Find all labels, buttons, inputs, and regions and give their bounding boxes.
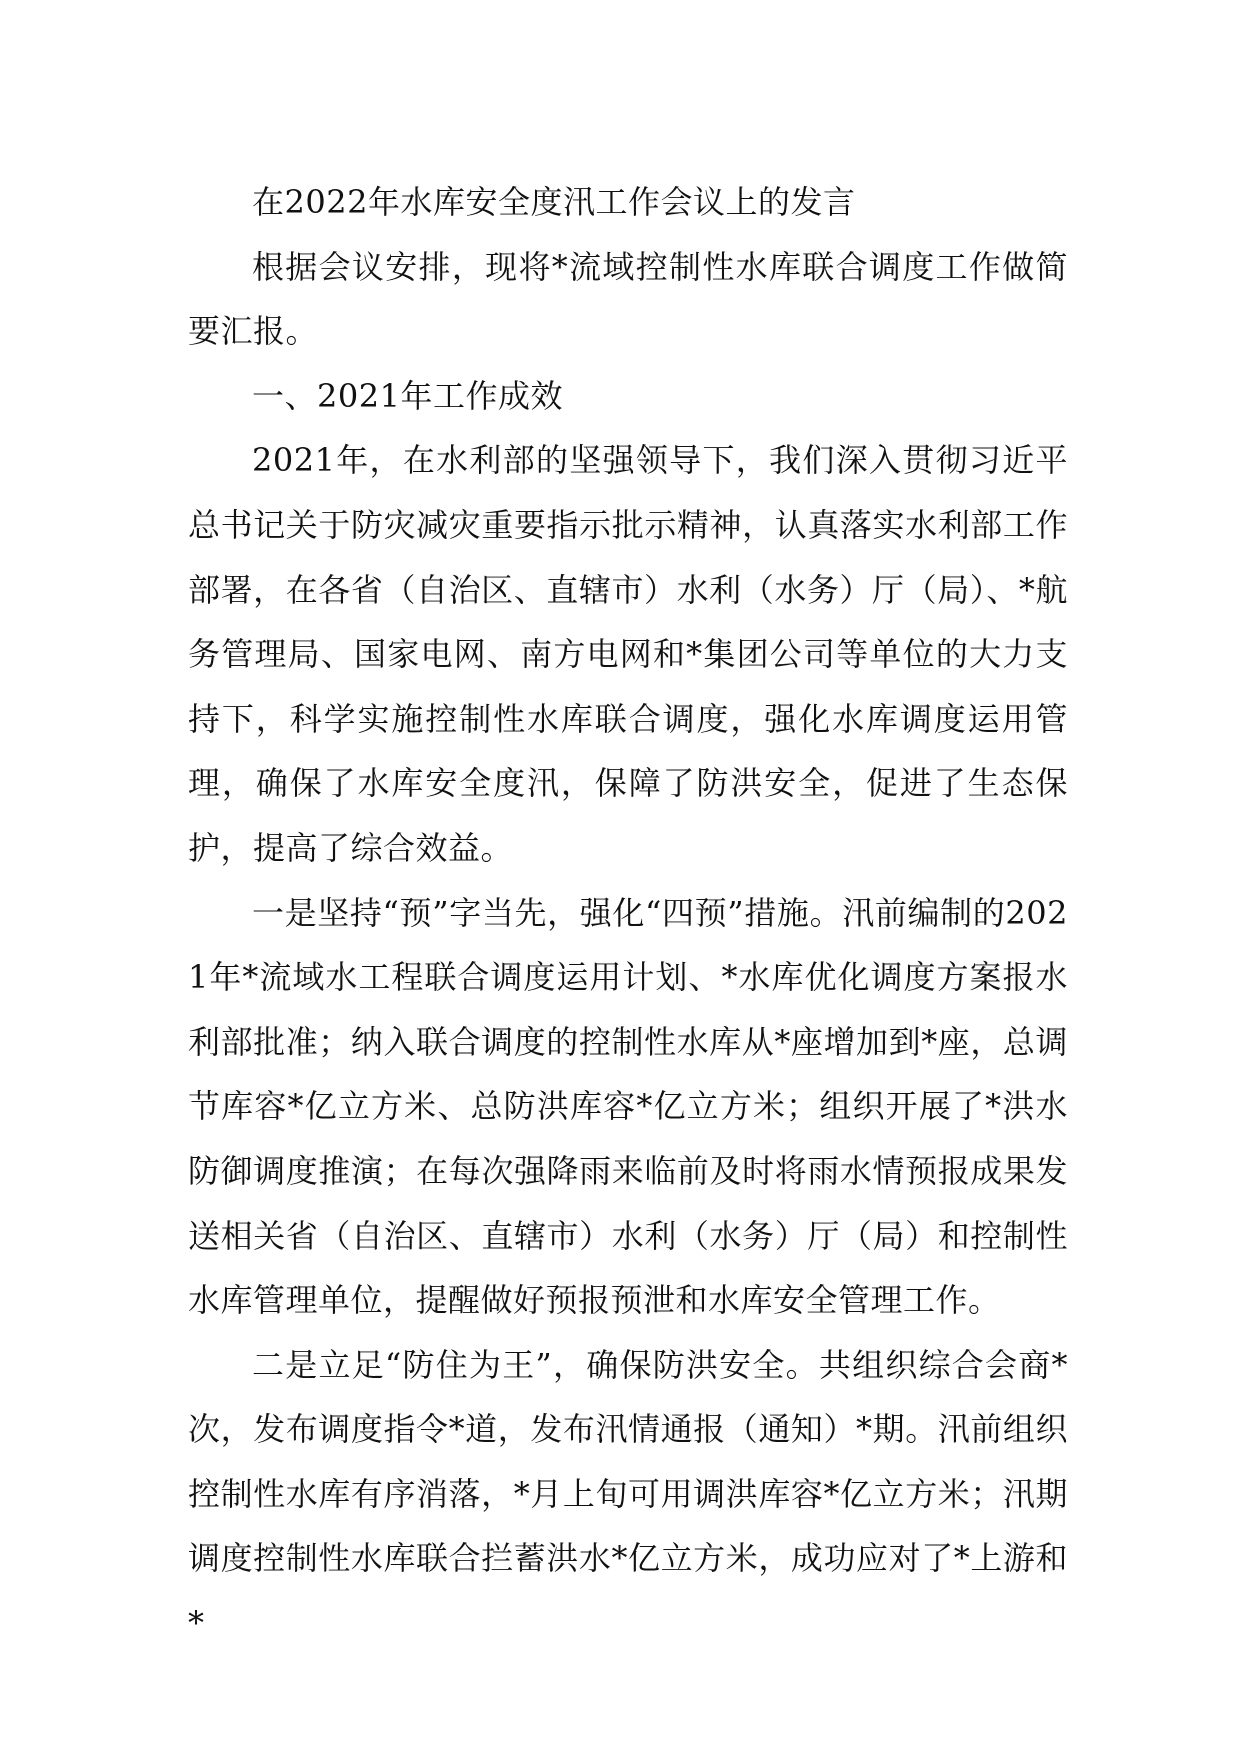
document-body — [188, 170, 1068, 1656]
paragraph-2021-overview: 2021年，在水利部的坚强领导下，我们深入贯彻习近平总书记关于防灾减灾重要指示批示精神，认真落实水利部工作部署，在各省（自治区、直辖市）水利（水务）厅（局）、*航务管理局、国家电网、南方电网和*集团公司等单位的大力支持下，科学实施控制性水库联合调度，强化水库调度运用管理，确保了水库安全度汛，保障了防洪安全，促进了生态保护，提高了综合效益。 — [188, 441, 1068, 867]
section-heading-2021-results: 一、2021年工作成效 — [252, 376, 563, 415]
paragraph-intro: 根据会议安排，现将*流域控制性水库联合调度工作做简要汇报。 — [188, 247, 1068, 351]
paragraph-point-two: 二是立足“防住为王”，确保防洪安全。共组织综合会商*次，发布调度指令*道，发布汛情通报（通知）*期。汛前组织控制性水库有序消落，*月上旬可用调洪库容*亿立方米；汛期调度控制性水库联合拦蓄洪水*亿立方米，成功应对了*上游和* — [188, 1345, 1068, 1643]
paragraph-point-one: 一是坚持“预”字当先，强化“四预”措施。汛前编制的2021年*流域水工程联合调度运用计划、*水库优化调度方案报水利部批准；纳入联合调度的控制性水库从*座增加到*座，总调节库容*亿立方米、总防洪库容*亿立方米；组织开展了*洪水防御调度推演；在每次强降雨来临前及时将雨水情预报成果发送相关省（自治区、直辖市）水利（水务）厅（局）和控制性水库管理单位，提醒做好预报预泄和水库安全管理工作。 — [188, 893, 1068, 1320]
document-title: 在2022年水库安全度汛工作会议上的发言 — [252, 183, 856, 221]
